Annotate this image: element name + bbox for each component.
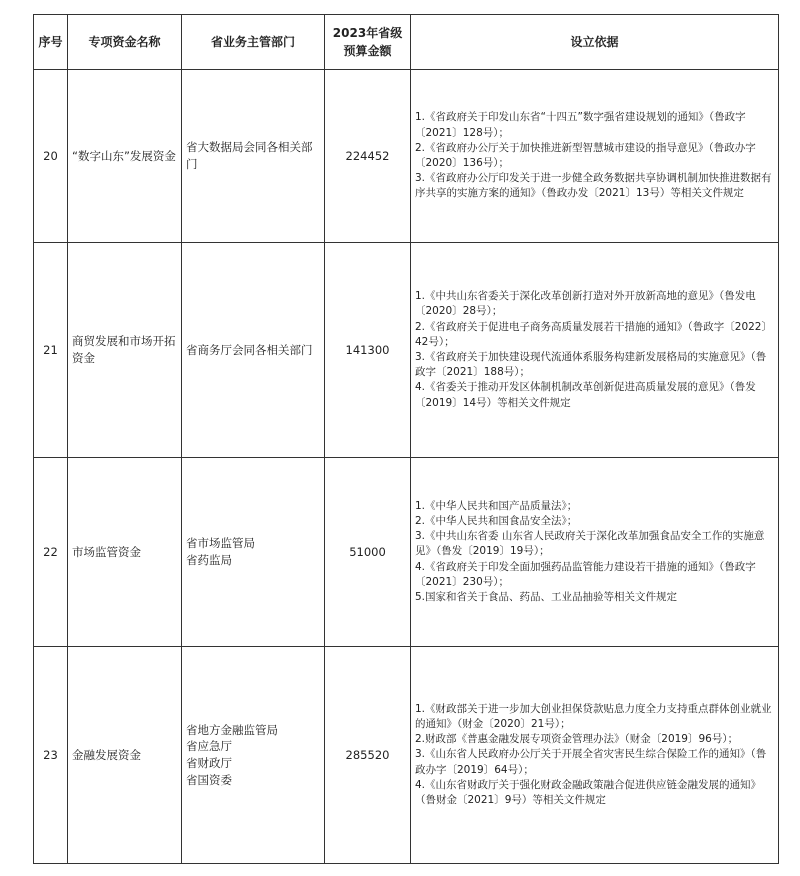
table-row bbox=[34, 70, 779, 243]
row-dept bbox=[182, 243, 325, 458]
row-basis bbox=[411, 458, 779, 647]
row-fund-name: 金融发展资金 bbox=[68, 647, 182, 864]
header-name: 专项资金名称 bbox=[68, 15, 182, 70]
fund-table bbox=[33, 14, 779, 864]
header-amount bbox=[325, 15, 411, 70]
table-header-row bbox=[34, 15, 779, 70]
basis-line: 5.国家和省关于食品、药品、工业品抽验等相关文件规定 bbox=[415, 591, 678, 604]
row-index: 21 bbox=[34, 243, 68, 458]
row-fund-name: 市场监管资金 bbox=[68, 458, 182, 647]
basis-line: 1.《财政部关于进一步加大创业担保贷款贴息力度全力支持重点群体创业就业的通知》（财金〔2020〕21号）； bbox=[415, 702, 772, 730]
header-amount-line2: 预算金额 bbox=[343, 44, 392, 58]
basis-line: 3.《省政府关于加快建设现代流通体系服务构建新发展格局的实施意见》（鲁政字〔2021〕188号）； bbox=[415, 351, 767, 379]
dept-line: 省财政厅 bbox=[186, 756, 232, 770]
row-amount: 51000 bbox=[325, 458, 411, 647]
basis-line: 2.《省政府办公厅关于加快推进新型智慧城市建设的指导意见》（鲁政办字〔2020〕136号）； bbox=[415, 141, 756, 169]
table-row bbox=[34, 243, 779, 458]
row-index: 23 bbox=[34, 647, 68, 864]
basis-line: 4.《山东省财政厅关于强化财政金融政策融合促进供应链金融发展的通知》（鲁财金〔2021〕9号）等相关文件规定 bbox=[415, 778, 762, 807]
row-basis bbox=[411, 70, 779, 243]
dept-line: 省国资委 bbox=[186, 772, 232, 787]
header-amount-line1: 2023年省级 bbox=[332, 26, 403, 40]
row-amount: 285520 bbox=[325, 647, 411, 864]
row-index: 20 bbox=[34, 70, 68, 243]
basis-line: 2.《省政府关于促进电子商务高质量发展若干措施的通知》（鲁政字〔2022〕42号）； bbox=[415, 320, 772, 348]
dept-line: 省药监局 bbox=[186, 553, 232, 567]
dept-line: 省市场监管局 bbox=[186, 536, 255, 551]
row-fund-name: “数字山东”发展资金 bbox=[68, 70, 182, 243]
row-fund-name: 商贸发展和市场开拓资金 bbox=[68, 243, 182, 458]
basis-line: 1.《省政府关于印发山东省“十四五”数字强省建设规划的通知》（鲁政字〔2021〕128号）； bbox=[415, 111, 746, 139]
dept-line: 省应急厅 bbox=[186, 739, 232, 754]
row-amount: 224452 bbox=[325, 70, 411, 243]
table-row bbox=[34, 458, 779, 647]
row-dept bbox=[182, 458, 325, 647]
row-amount: 141300 bbox=[325, 243, 411, 458]
dept-line: 省商务厅会同各相关部门 bbox=[186, 342, 313, 357]
basis-line: 3.《山东省人民政府办公厅关于开展全省灾害民生综合保险工作的通知》（鲁政办字〔2019〕64号）； bbox=[415, 748, 767, 776]
basis-line: 2.财政部《普惠金融发展专项资金管理办法》（财金〔2019〕96号）； bbox=[415, 733, 739, 746]
basis-line: 3.《省政府办公厅印发关于进一步健全政务数据共享协调机制加快推进数据有序共享的实施方案的通知》（鲁政办发〔2021〕13号）等相关文件规定 bbox=[415, 172, 772, 200]
basis-line: 1.《中华人民共和国产品质量法》； bbox=[415, 499, 578, 512]
header-dept: 省业务主管部门 bbox=[182, 15, 325, 70]
row-index: 22 bbox=[34, 458, 68, 647]
basis-line: 3.《中共山东省委 山东省人民政府关于深化改革加强食品安全工作的实施意见》（鲁发〔2019〕19号）； bbox=[415, 530, 765, 558]
dept-line: 省地方金融监管局 bbox=[186, 722, 278, 737]
basis-line: 2.《中华人民共和国食品安全法》； bbox=[415, 514, 578, 527]
row-basis bbox=[411, 647, 779, 864]
header-basis: 设立依据 bbox=[411, 15, 779, 70]
row-basis bbox=[411, 243, 779, 458]
row-dept bbox=[182, 70, 325, 243]
row-dept bbox=[182, 647, 325, 864]
dept-line: 省大数据局会同各相关部门 bbox=[186, 140, 313, 171]
basis-line: 4.《省政府关于印发全面加强药品监管能力建设若干措施的通知》（鲁政字〔2021〕230号）； bbox=[415, 560, 756, 588]
basis-line: 1.《中共山东省委关于深化改革创新打造对外开放新高地的意见》（鲁发电〔2020〕28号）； bbox=[415, 290, 756, 318]
table-row bbox=[34, 647, 779, 864]
basis-line: 4.《省委关于推动开发区体制机制改革创新促进高质量发展的意见》（鲁发〔2019〕14号）等相关文件规定 bbox=[415, 381, 756, 409]
header-index: 序号 bbox=[34, 15, 68, 70]
